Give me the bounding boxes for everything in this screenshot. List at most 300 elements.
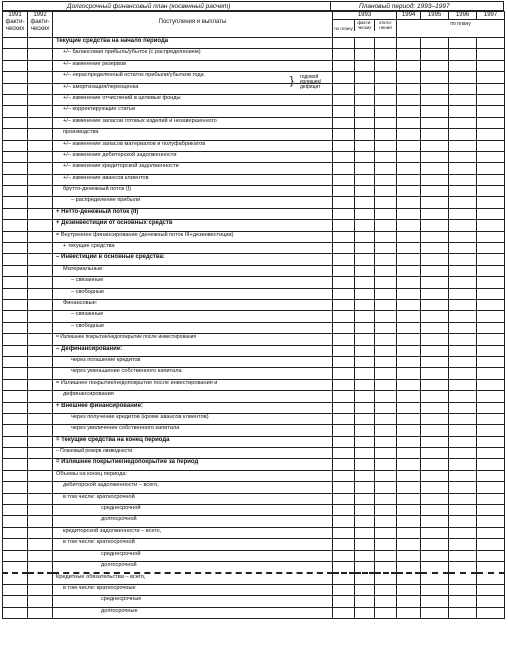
value-cell (397, 550, 421, 561)
value-cell (28, 117, 53, 128)
value-cell (355, 436, 375, 447)
value-cell (449, 186, 477, 197)
value-cell (421, 197, 449, 208)
row-label-cell (53, 322, 333, 333)
value-cell (333, 311, 355, 322)
value-cell (449, 72, 477, 83)
value-cell (3, 72, 28, 83)
value-cell (421, 311, 449, 322)
table-row (3, 174, 505, 185)
value-cell (477, 197, 505, 208)
row-label-cell (53, 561, 333, 572)
value-cell (333, 265, 355, 276)
value-cell (333, 334, 355, 345)
table-row (3, 345, 505, 356)
value-cell (421, 299, 449, 310)
value-cell (355, 322, 375, 333)
value-cell (355, 106, 375, 117)
value-cell (449, 584, 477, 595)
value-cell (421, 527, 449, 538)
row-label-cell (53, 231, 333, 242)
row-label-cell (53, 596, 333, 607)
table-row (3, 493, 505, 504)
table-row (3, 311, 505, 322)
value-cell (355, 311, 375, 322)
value-cell (28, 243, 53, 254)
row-label: +/– изменение отчислений в целевые фонды (63, 94, 181, 101)
value-cell (375, 425, 397, 436)
value-cell (397, 334, 421, 345)
value-cell (3, 527, 28, 538)
value-cell (397, 186, 421, 197)
value-cell (355, 220, 375, 231)
value-cell (3, 208, 28, 219)
value-cell (333, 288, 355, 299)
value-cell (421, 140, 449, 151)
value-cell (28, 402, 53, 413)
value-cell (397, 482, 421, 493)
value-cell (375, 186, 397, 197)
value-cell (28, 49, 53, 60)
value-cell (333, 356, 355, 367)
table-row (3, 38, 505, 49)
row-label: = Текущие средства на конец периода (56, 436, 170, 443)
value-cell (333, 345, 355, 356)
value-cell (449, 356, 477, 367)
value-cell (3, 550, 28, 561)
value-cell (375, 163, 397, 174)
value-cell (449, 151, 477, 162)
value-cell (477, 470, 505, 481)
row-label: Кредитные обязательства – всего, (56, 573, 146, 580)
row-label-cell (53, 436, 333, 447)
value-cell (375, 140, 397, 151)
value-cell (449, 561, 477, 572)
value-cell (477, 117, 505, 128)
value-cell (477, 220, 505, 231)
value-cell (375, 60, 397, 71)
table-row (3, 129, 505, 140)
value-cell (3, 129, 28, 140)
value-cell (333, 72, 355, 83)
row-label: + текущие средства (63, 243, 115, 250)
value-cell (477, 368, 505, 379)
value-cell (355, 527, 375, 538)
row-label: + Внешнее финансирование: (56, 402, 143, 409)
table-row (3, 94, 505, 105)
value-cell (375, 49, 397, 60)
header-row (3, 12, 505, 38)
value-cell (28, 197, 53, 208)
table-row (3, 254, 505, 265)
value-cell (477, 38, 505, 49)
value-cell (355, 94, 375, 105)
value-cell (28, 129, 53, 140)
row-label-cell (53, 539, 333, 550)
value-cell (375, 311, 397, 322)
value-cell (421, 470, 449, 481)
col-1992-header (28, 12, 53, 38)
value-cell (397, 140, 421, 151)
table-row (3, 151, 505, 162)
value-cell (421, 231, 449, 242)
value-cell (449, 436, 477, 447)
table-row (3, 539, 505, 550)
value-cell (28, 539, 53, 550)
row-label-cell (53, 220, 333, 231)
value-cell (375, 345, 397, 356)
row-label: +/– корректирующие статьи (63, 106, 135, 113)
title-separator (330, 2, 331, 11)
table-row (3, 516, 505, 527)
value-cell (375, 550, 397, 561)
row-label: среднесрочной (101, 550, 141, 557)
value-cell (477, 550, 505, 561)
value-cell (397, 584, 421, 595)
value-cell (477, 482, 505, 493)
value-cell (355, 72, 375, 83)
value-cell (477, 345, 505, 356)
value-cell (397, 231, 421, 242)
value-cell (3, 311, 28, 322)
value-cell (333, 60, 355, 71)
value-cell (477, 436, 505, 447)
table-row (3, 505, 505, 516)
value-cell (28, 527, 53, 538)
value-cell (375, 596, 397, 607)
value-cell (375, 379, 397, 390)
table-row (3, 117, 505, 128)
value-cell (333, 243, 355, 254)
value-cell (449, 140, 477, 151)
table-row (3, 573, 505, 584)
value-cell (375, 505, 397, 516)
table-row (3, 448, 505, 459)
value-cell (355, 208, 375, 219)
value-cell (375, 174, 397, 185)
value-cell (355, 129, 375, 140)
value-cell (333, 117, 355, 128)
value-cell (449, 413, 477, 424)
value-cell (333, 231, 355, 242)
row-label: дебиторской задолженности – всего, (63, 482, 159, 489)
value-cell (477, 356, 505, 367)
value-cell (3, 334, 28, 345)
table-row (3, 470, 505, 481)
value-cell (375, 106, 397, 117)
col-1993-header (333, 12, 397, 38)
table-row (3, 459, 505, 470)
row-label: Материальные: (63, 265, 104, 272)
row-label: в том числе: краткосрочные (63, 584, 136, 591)
row-label-cell (53, 516, 333, 527)
value-cell (3, 288, 28, 299)
value-cell (28, 208, 53, 219)
value-cell (375, 197, 397, 208)
value-cell (421, 561, 449, 572)
value-cell (375, 288, 397, 299)
value-cell (397, 356, 421, 367)
value-cell (355, 470, 375, 481)
table-row (3, 220, 505, 231)
value-cell (397, 379, 421, 390)
row-label-cell (53, 106, 333, 117)
col-flows-header (53, 12, 333, 38)
value-cell (449, 299, 477, 310)
row-label-cell (53, 288, 333, 299)
value-cell (355, 345, 375, 356)
value-cell (477, 60, 505, 71)
value-cell (449, 174, 477, 185)
value-cell (421, 151, 449, 162)
value-cell (397, 72, 421, 83)
row-label-cell (53, 402, 333, 413)
row-label: Текущие средства на начало периода (56, 38, 169, 44)
value-cell (477, 402, 505, 413)
value-cell (397, 106, 421, 117)
value-cell (3, 220, 28, 231)
row-label: – связанные (71, 311, 104, 318)
row-label: = Излишнее покрытие/недопокрытие после инвестирования и (56, 379, 218, 386)
value-cell (477, 94, 505, 105)
value-cell (421, 265, 449, 276)
value-cell (333, 94, 355, 105)
value-cell (333, 83, 355, 94)
value-cell (421, 493, 449, 504)
row-label: +/– изменение запасов материалов и полуфабрикатов (63, 140, 206, 147)
value-cell (449, 49, 477, 60)
row-label: среднесрочной (101, 505, 141, 512)
value-cell (355, 288, 375, 299)
value-cell (449, 197, 477, 208)
col-1992-label: 1992 факти-ческих (30, 12, 50, 32)
value-cell (477, 527, 505, 538)
value-cell (355, 425, 375, 436)
value-cell (28, 186, 53, 197)
value-cell (397, 83, 421, 94)
value-cell (355, 448, 375, 459)
value-cell (355, 186, 375, 197)
value-cell (477, 322, 505, 333)
value-cell (28, 140, 53, 151)
row-label: долгосрочные (101, 607, 138, 614)
value-cell (28, 38, 53, 49)
value-cell (421, 334, 449, 345)
value-cell (355, 83, 375, 94)
value-cell (3, 277, 28, 288)
table-row (3, 436, 505, 447)
value-cell (421, 106, 449, 117)
col-1996-label: 1996 (449, 12, 477, 19)
table-row (3, 391, 505, 402)
value-cell (477, 208, 505, 219)
value-cell (421, 607, 449, 618)
value-cell (397, 208, 421, 219)
value-cell (397, 607, 421, 618)
row-label: производства (63, 129, 99, 136)
value-cell (375, 493, 397, 504)
value-cell (28, 174, 53, 185)
row-label-cell (53, 49, 333, 60)
value-cell (375, 117, 397, 128)
value-cell (333, 425, 355, 436)
value-cell (333, 459, 355, 470)
value-cell (333, 391, 355, 402)
value-cell (477, 516, 505, 527)
value-cell (421, 436, 449, 447)
value-cell (375, 220, 397, 231)
value-cell (449, 277, 477, 288)
value-cell (449, 94, 477, 105)
row-label-cell (53, 550, 333, 561)
value-cell (28, 231, 53, 242)
value-cell (28, 425, 53, 436)
value-cell (375, 231, 397, 242)
value-cell (449, 607, 477, 618)
value-cell (449, 448, 477, 459)
row-label: – свободные (71, 322, 105, 329)
row-label: – Инвестиции в основные средства: (56, 254, 165, 261)
value-cell (397, 448, 421, 459)
value-cell (3, 402, 28, 413)
row-label: через получение кредитов (кроме авансов клиентов) (71, 413, 209, 420)
value-cell (28, 83, 53, 94)
value-cell (397, 277, 421, 288)
value-cell (333, 38, 355, 49)
value-cell (397, 425, 421, 436)
value-cell (3, 186, 28, 197)
value-cell (333, 413, 355, 424)
row-label-cell (53, 607, 333, 618)
row-label: – связанные (71, 277, 104, 284)
value-cell (449, 208, 477, 219)
value-cell (421, 550, 449, 561)
value-cell (28, 265, 53, 276)
value-cell (449, 163, 477, 174)
row-label-cell (53, 265, 333, 276)
value-cell (333, 596, 355, 607)
value-cell (449, 402, 477, 413)
value-cell (421, 94, 449, 105)
value-cell (397, 197, 421, 208)
value-cell (3, 60, 28, 71)
value-cell (333, 140, 355, 151)
value-cell (375, 539, 397, 550)
row-label-cell (53, 425, 333, 436)
value-cell (421, 379, 449, 390)
value-cell (449, 231, 477, 242)
value-cell (333, 584, 355, 595)
row-label: +/– нераспределенный остаток прибыли/убытков года (63, 72, 204, 79)
table-row (3, 208, 505, 219)
value-cell (421, 516, 449, 527)
value-cell (355, 573, 375, 584)
row-label-cell (53, 459, 333, 470)
row-label-cell (53, 345, 333, 356)
value-cell (28, 345, 53, 356)
table-row (3, 402, 505, 413)
value-cell (28, 220, 53, 231)
value-cell (28, 493, 53, 504)
value-cell (477, 311, 505, 322)
value-cell (333, 379, 355, 390)
value-cell (333, 527, 355, 538)
value-cell (333, 561, 355, 572)
value-cell (477, 83, 505, 94)
value-cell (449, 539, 477, 550)
row-label-cell (53, 60, 333, 71)
value-cell (421, 482, 449, 493)
value-cell (477, 425, 505, 436)
value-cell (28, 482, 53, 493)
value-cell (333, 607, 355, 618)
value-cell (355, 493, 375, 504)
value-cell (477, 151, 505, 162)
value-cell (3, 607, 28, 618)
value-cell (449, 493, 477, 504)
value-cell (449, 368, 477, 379)
row-label: Финансовые: (63, 299, 98, 306)
row-label: брутто-денежный поток (I) (63, 186, 132, 193)
table-row (3, 527, 505, 538)
value-cell (3, 299, 28, 310)
value-cell (449, 334, 477, 345)
value-cell (397, 493, 421, 504)
value-cell (375, 516, 397, 527)
value-cell (355, 60, 375, 71)
value-cell (421, 584, 449, 595)
value-cell (477, 288, 505, 299)
value-cell (3, 174, 28, 185)
row-label-cell (53, 151, 333, 162)
value-cell (28, 72, 53, 83)
value-cell (28, 151, 53, 162)
value-cell (449, 322, 477, 333)
row-label-cell (53, 163, 333, 174)
value-cell (375, 83, 397, 94)
value-cell (375, 94, 397, 105)
value-cell (28, 299, 53, 310)
value-cell (397, 38, 421, 49)
row-label: через увеличение собственного капитала (71, 425, 180, 432)
row-label-cell (53, 391, 333, 402)
row-label: + Дезинвестиции от основных средств (56, 220, 173, 227)
value-cell (333, 174, 355, 185)
value-cell (477, 129, 505, 140)
table-row (3, 356, 505, 367)
table-row (3, 379, 505, 390)
value-cell (355, 391, 375, 402)
value-cell (477, 231, 505, 242)
table-row (3, 596, 505, 607)
value-cell (28, 106, 53, 117)
table-row (3, 72, 505, 83)
value-cell (333, 573, 355, 584)
value-cell (375, 561, 397, 572)
value-cell (477, 505, 505, 516)
value-cell (397, 174, 421, 185)
value-cell (333, 129, 355, 140)
row-label: – свободные (71, 288, 105, 295)
value-cell (375, 402, 397, 413)
value-cell (28, 311, 53, 322)
value-cell (355, 356, 375, 367)
value-cell (397, 573, 421, 584)
value-cell (333, 151, 355, 162)
value-cell (3, 596, 28, 607)
value-cell (477, 334, 505, 345)
row-label-cell (53, 208, 333, 219)
